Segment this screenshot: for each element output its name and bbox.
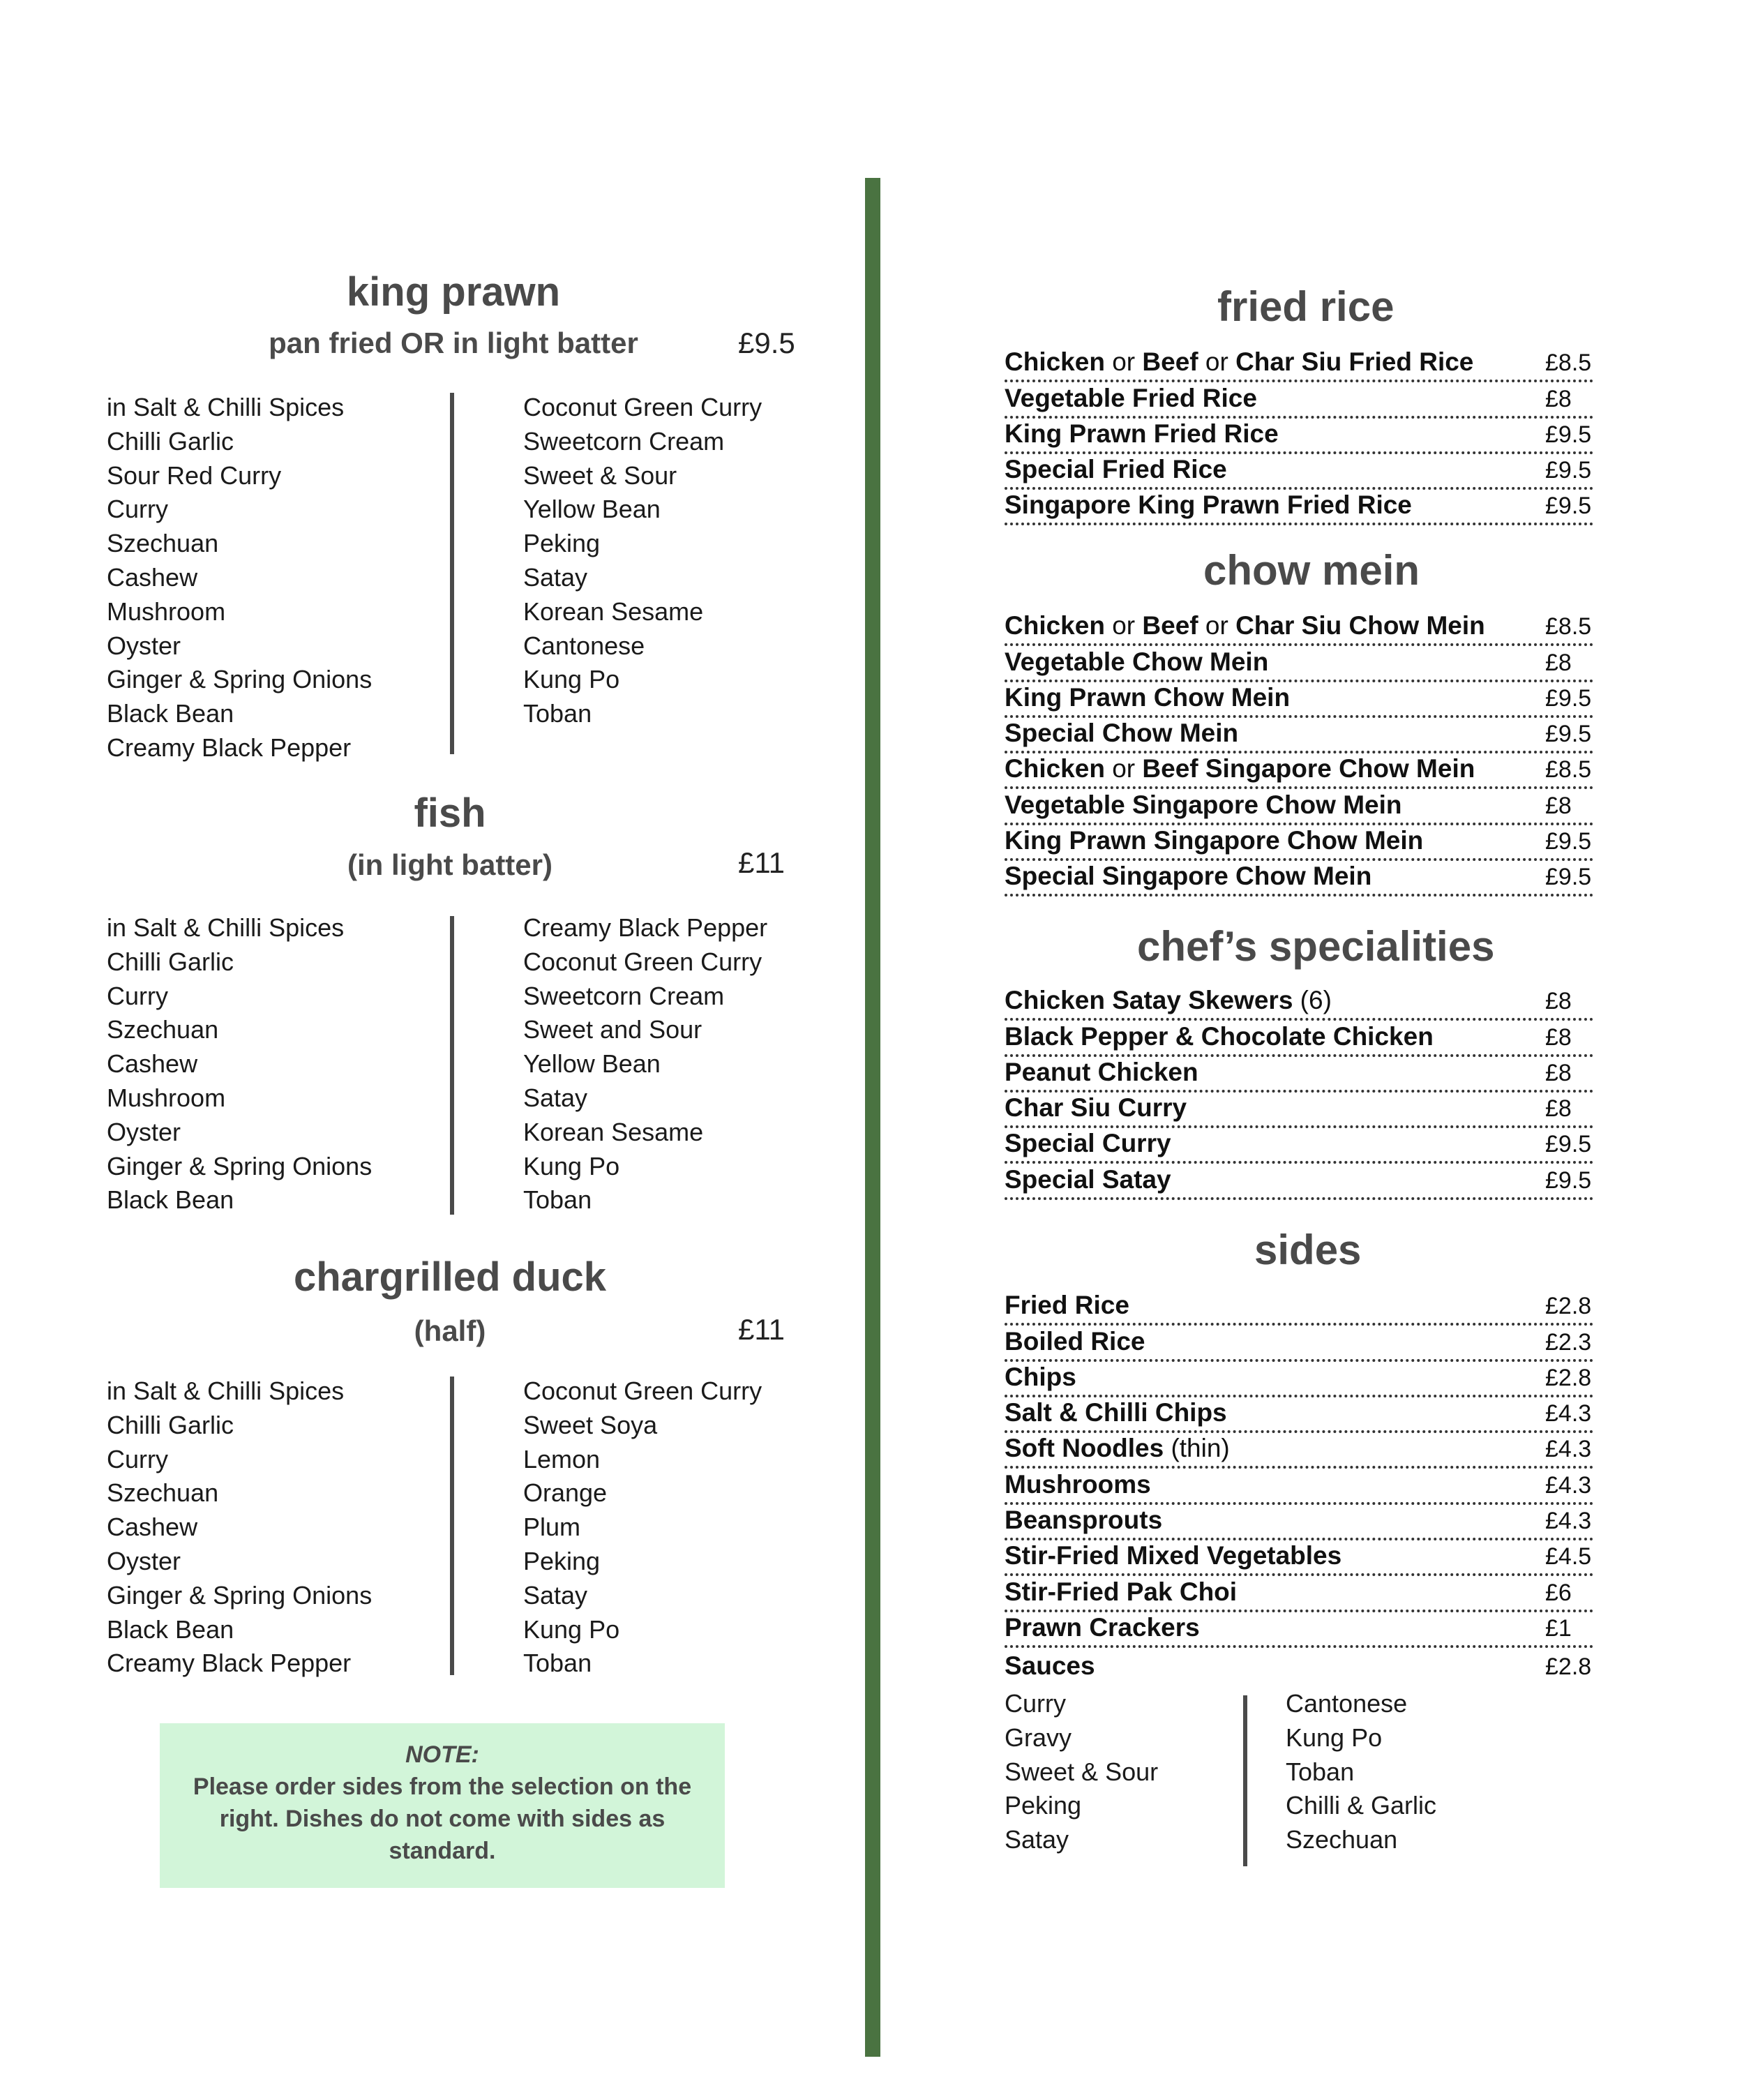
- list-item: Peking: [523, 529, 601, 558]
- menu-item: [1005, 1540, 1593, 1576]
- list-item: Yellow Bean: [523, 495, 661, 524]
- menu-item-name: Special Chow Mein: [1005, 719, 1239, 748]
- menu-item-price: £9.5: [1545, 457, 1592, 484]
- list-item: Sweet & Sour: [523, 460, 677, 490]
- menu-item-price: £9.5: [1545, 721, 1592, 748]
- list-item: Toban: [523, 699, 592, 728]
- menu-item-name: Sauces: [1005, 1651, 1095, 1681]
- menu-item-price: £8.5: [1545, 350, 1592, 377]
- fish-price: £11: [738, 846, 785, 879]
- menu-item-price: £2.3: [1545, 1328, 1592, 1356]
- list-item: Coconut Green Curry: [523, 393, 762, 421]
- menu-item-name: Chicken or Beef or Char Siu Fried Rice: [1005, 347, 1474, 377]
- list-item: Lemon: [523, 1444, 601, 1473]
- menu-item-price: £8.5: [1545, 613, 1592, 640]
- king-prawn-subtitle: pan fried OR in light batter: [269, 327, 638, 359]
- menu-item-name: Special Curry: [1005, 1129, 1171, 1158]
- menu-item-price: £9.5: [1545, 421, 1592, 448]
- king-prawn-divider: [450, 393, 454, 754]
- king-prawn-price: £9.5: [738, 327, 795, 359]
- menu-item-name: Vegetable Fried Rice: [1005, 383, 1257, 412]
- menu-item: [1005, 1021, 1593, 1056]
- menu-item-price: £6: [1545, 1579, 1572, 1606]
- list-item: Yellow Bean: [523, 1049, 661, 1079]
- duck-price: £11: [738, 1313, 785, 1346]
- specialities-list: [1005, 985, 1593, 1200]
- list-item: in Salt & Chilli Spices: [107, 913, 345, 942]
- side-sauces-left: [1005, 1687, 1158, 1857]
- menu-item-price: £2.8: [1545, 1653, 1592, 1681]
- specialities-title: chef’s specialities: [1137, 923, 1495, 970]
- menu-item-price: £9.5: [1545, 684, 1592, 712]
- list-item: Peking: [523, 1546, 601, 1575]
- menu-item: [1005, 610, 1593, 646]
- list-item: Satay: [523, 1580, 588, 1610]
- menu-item-price: £8: [1545, 1059, 1572, 1086]
- king-prawn-sauces-left: [107, 391, 372, 765]
- list-item: Chilli Garlic: [107, 1410, 234, 1439]
- duck-sauces-left: [107, 1374, 372, 1681]
- list-item: Black Bean: [107, 699, 234, 728]
- menu-item-price: £8: [1545, 385, 1572, 412]
- menu-item: [1005, 454, 1593, 490]
- duck-subtitle: (half): [414, 1314, 486, 1347]
- chow-mein-title: chow mein: [1203, 547, 1420, 594]
- list-item: Kung Po: [523, 1151, 620, 1180]
- list-item: Satay: [523, 562, 588, 592]
- list-item: Sweet Soya: [523, 1410, 658, 1439]
- menu-item-price: £9.5: [1545, 493, 1592, 520]
- menu-item-price: £9.5: [1545, 1167, 1592, 1194]
- menu-item: [1005, 1128, 1593, 1164]
- menu-item: [1005, 419, 1593, 454]
- list-item: Sour Red Curry: [107, 460, 282, 490]
- list-item: Coconut Green Curry: [523, 947, 762, 976]
- menu-item-price: £4.3: [1545, 1471, 1592, 1499]
- menu-item: [1005, 646, 1593, 682]
- list-item: Sweet and Sour: [523, 1015, 702, 1044]
- list-item: Oyster: [107, 1546, 181, 1575]
- menu-item-name: Peanut Chicken: [1005, 1057, 1198, 1086]
- list-item: Chilli Garlic: [107, 947, 234, 976]
- menu-item-name: Soft Noodles (thin): [1005, 1434, 1230, 1463]
- menu-item-name: Salt & Chilli Chips: [1005, 1398, 1227, 1427]
- list-item: Curry: [107, 981, 168, 1010]
- menu-item-name: Vegetable Singapore Chow Mein: [1005, 790, 1402, 819]
- list-item: Szechuan: [1286, 1825, 1398, 1854]
- chow-mein-list: [1005, 610, 1593, 897]
- fish-sauces-left: [107, 911, 372, 1217]
- menu-item-name: Stir-Fried Pak Choi: [1005, 1577, 1238, 1606]
- menu-item-price: £4.3: [1545, 1508, 1592, 1535]
- menu-item: [1005, 1576, 1593, 1612]
- menu-item-name: King Prawn Chow Mein: [1005, 682, 1291, 712]
- list-item: Coconut Green Curry: [523, 1377, 762, 1405]
- menu-item: [1005, 789, 1593, 825]
- list-item: Plum: [523, 1513, 581, 1542]
- menu-item-price: £8: [1545, 988, 1572, 1015]
- side-sauces-right: [1286, 1687, 1436, 1857]
- list-item: Kung Po: [523, 1614, 620, 1644]
- menu-item-name: Chips: [1005, 1362, 1076, 1391]
- list-item: Szechuan: [107, 1478, 219, 1508]
- list-item: Chilli Garlic: [107, 426, 234, 456]
- menu-item-name: Boiled Rice: [1005, 1326, 1145, 1356]
- fried-rice-title: fried rice: [1217, 283, 1395, 330]
- menu-item-price: £8: [1545, 792, 1572, 819]
- fish-sauces-right: [523, 911, 767, 1217]
- menu-item: [1005, 382, 1593, 418]
- list-item: Toban: [523, 1649, 592, 1678]
- list-item: Creamy Black Pepper: [523, 913, 768, 942]
- list-item: Ginger & Spring Onions: [107, 665, 373, 694]
- menu-item: [1005, 753, 1593, 789]
- list-item: Cantonese: [1286, 1689, 1408, 1718]
- menu-item-name: Beansprouts: [1005, 1506, 1163, 1535]
- menu-item: [1005, 1326, 1593, 1361]
- list-item: Toban: [1286, 1757, 1355, 1786]
- side-sauces-divider: [1243, 1695, 1247, 1866]
- list-item: in Salt & Chilli Spices: [107, 393, 345, 421]
- menu-item-name: Stir-Fried Mixed Vegetables: [1005, 1541, 1342, 1570]
- list-item: Peking: [1005, 1791, 1082, 1820]
- note-title: NOTE:: [405, 1741, 479, 1768]
- menu-item-price: £8: [1545, 1023, 1572, 1051]
- list-item: Cantonese: [523, 631, 645, 660]
- menu-item-price: £2.8: [1545, 1364, 1592, 1391]
- menu-item-name: Chicken or Beef or Char Siu Chow Mein: [1005, 611, 1485, 640]
- menu-item-name: Black Pepper & Chocolate Chicken: [1005, 1021, 1434, 1051]
- list-item: Creamy Black Pepper: [107, 1649, 352, 1678]
- duck-divider: [450, 1377, 454, 1675]
- king-prawn-sauces-right: [523, 391, 762, 731]
- menu-item-name: King Prawn Fried Rice: [1005, 419, 1279, 448]
- list-item: Oyster: [107, 1117, 181, 1146]
- menu-item: [1005, 1362, 1593, 1397]
- menu-item: [1005, 861, 1593, 897]
- list-item: Curry: [107, 1444, 168, 1473]
- menu-item: [1005, 1290, 1593, 1326]
- list-item: Sweet & Sour: [1005, 1757, 1159, 1786]
- list-item: Chilli & Garlic: [1286, 1791, 1437, 1820]
- sides-list: [1005, 1290, 1593, 1683]
- list-item: Toban: [523, 1185, 592, 1215]
- menu-item-name: Singapore King Prawn Fried Rice: [1005, 490, 1412, 520]
- list-item: Korean Sesame: [523, 597, 704, 626]
- list-item: Satay: [523, 1083, 588, 1112]
- column-divider: [865, 178, 880, 2057]
- menu-item-name: Special Singapore Chow Mein: [1005, 862, 1372, 891]
- list-item: Black Bean: [107, 1614, 234, 1644]
- list-item: Cashew: [107, 562, 198, 592]
- menu-item: [1005, 1164, 1593, 1199]
- menu-item-name: Prawn Crackers: [1005, 1612, 1200, 1642]
- list-item: Black Bean: [107, 1185, 234, 1215]
- menu-item: [1005, 718, 1593, 753]
- menu-item-name: Special Fried Rice: [1005, 455, 1227, 484]
- list-item: Curry: [107, 495, 168, 524]
- menu-item: [1005, 1397, 1593, 1433]
- list-item: Korean Sesame: [523, 1117, 704, 1146]
- menu-item-name: Special Satay: [1005, 1164, 1171, 1194]
- fried-rice-list: [1005, 347, 1593, 525]
- sides-title: sides: [1254, 1227, 1362, 1273]
- menu-item: [1005, 1505, 1593, 1540]
- menu-item: [1005, 1057, 1593, 1093]
- menu-item: [1005, 347, 1593, 382]
- list-item: Kung Po: [1286, 1723, 1383, 1752]
- duck-title: chargrilled duck: [293, 1254, 607, 1300]
- menu-item-price: £9.5: [1545, 1131, 1592, 1158]
- menu-item-price: £1: [1545, 1614, 1572, 1642]
- menu-item: [1005, 682, 1593, 718]
- list-item: in Salt & Chilli Spices: [107, 1377, 345, 1405]
- list-item: Szechuan: [107, 529, 219, 558]
- fish-title: fish: [414, 790, 486, 836]
- sides-note: [160, 1723, 725, 1888]
- list-item: Gravy: [1005, 1723, 1072, 1752]
- menu-item: [1005, 1093, 1593, 1128]
- menu-item: [1005, 490, 1593, 525]
- fish-subtitle: (in light batter): [347, 848, 552, 881]
- menu-item-price: £4.3: [1545, 1400, 1592, 1427]
- list-item: Mushroom: [107, 1083, 226, 1112]
- list-item: Satay: [1005, 1825, 1069, 1854]
- menu-item: [1005, 1469, 1593, 1504]
- king-prawn-title: king prawn: [346, 269, 561, 315]
- list-item: Oyster: [107, 631, 181, 660]
- menu-item-name: Chicken Satay Skewers (6): [1005, 986, 1332, 1015]
- fish-divider: [450, 916, 454, 1215]
- list-item: Mushroom: [107, 597, 226, 626]
- menu-item-price: £8.5: [1545, 756, 1592, 783]
- list-item: Ginger & Spring Onions: [107, 1580, 373, 1610]
- menu-item: [1005, 985, 1593, 1021]
- menu-item-name: Char Siu Curry: [1005, 1093, 1187, 1123]
- menu-item-price: £4.3: [1545, 1436, 1592, 1463]
- menu-item-name: King Prawn Singapore Chow Mein: [1005, 826, 1424, 855]
- list-item: Orange: [523, 1478, 608, 1508]
- list-item: Curry: [1005, 1689, 1066, 1718]
- list-item: Ginger & Spring Onions: [107, 1151, 373, 1180]
- list-item: Cashew: [107, 1049, 198, 1079]
- list-item: Szechuan: [107, 1015, 219, 1044]
- menu-item-price: £8: [1545, 1095, 1572, 1123]
- menu-item-price: £8: [1545, 649, 1572, 676]
- menu-item-price: £9.5: [1545, 864, 1592, 891]
- menu-item-price: £2.8: [1545, 1293, 1592, 1320]
- duck-sauces-right: [523, 1374, 762, 1681]
- menu-item-name: Mushrooms: [1005, 1469, 1151, 1499]
- list-item: Kung Po: [523, 665, 620, 694]
- menu-item: [1005, 825, 1593, 861]
- menu-item-price: £4.5: [1545, 1543, 1592, 1570]
- menu-item: [1005, 1612, 1593, 1648]
- menu-item: [1005, 1433, 1593, 1469]
- list-item: Cashew: [107, 1513, 198, 1542]
- list-item: Sweetcorn Cream: [523, 981, 725, 1010]
- list-item: Sweetcorn Cream: [523, 426, 725, 456]
- list-item: Creamy Black Pepper: [107, 733, 352, 762]
- menu-item: [1005, 1648, 1593, 1683]
- menu-item-name: Fried Rice: [1005, 1291, 1129, 1320]
- menu-item-price: £9.5: [1545, 828, 1592, 855]
- note-body: Please order sides from the selection on the right. Dishes do not come with sides as standard.: [193, 1773, 692, 1864]
- menu-item-name: Vegetable Chow Mein: [1005, 647, 1269, 676]
- menu-item-name: Chicken or Beef Singapore Chow Mein: [1005, 754, 1475, 783]
